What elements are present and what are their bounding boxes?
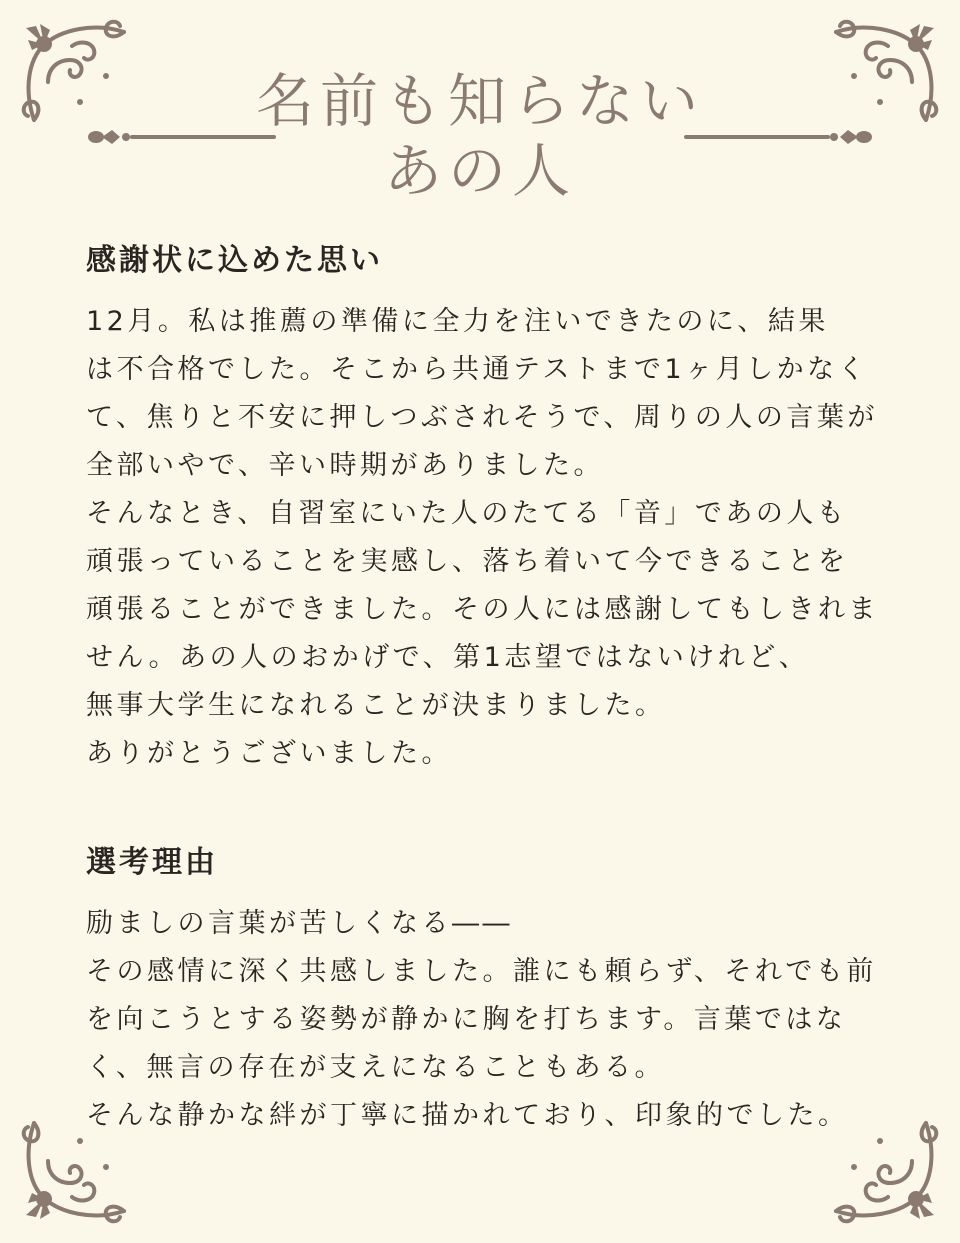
text-line: ありがとうございました。 <box>86 738 452 769</box>
text-line: せん。あの人のおかげで、第1志望ではないけれど、 <box>86 642 810 673</box>
text-line: そんな静かな絆が丁寧に描かれており、印象的でした。 <box>86 1100 849 1131</box>
page-title-line-2: あの人 <box>383 137 576 205</box>
text-line: 励ましの言葉が苦しくなる―― <box>86 908 513 939</box>
text-line: 頑張ることができました。その人には感謝してもしきれま <box>86 594 879 625</box>
text-line: 頑張っていることを実感し、落ち着いて今できることを <box>86 546 849 577</box>
section-selection-reason <box>86 838 886 1140</box>
text-line: は不合格でした。そこから共通テストまで1ヶ月しかなく <box>86 354 869 385</box>
text-line: 無事大学生になれることが決まりました。 <box>86 690 666 721</box>
text-line: て、焦りと不安に押しつぶされそうで、周りの人の言葉が <box>86 402 878 433</box>
section-gratitude <box>86 236 886 778</box>
text-line: を向こうとする姿勢が静かに胸を打ちます。言葉ではな <box>86 1004 847 1035</box>
letter-content <box>86 236 886 1140</box>
text-line: く、無言の存在が支えになることもある。 <box>86 1052 665 1083</box>
text-line: 12月。私は推薦の準備に全力を注いできたのに、結果 <box>86 306 829 337</box>
title-block <box>0 62 960 212</box>
text-line: そんなとき、自習室にいた人のたてる「音」であの人も <box>86 498 848 529</box>
text-line: その感情に深く共感しました。誰にも頼らず、それでも前 <box>86 956 877 987</box>
section-heading: 感謝状に込めた思い <box>86 243 383 278</box>
section-heading: 選考理由 <box>86 845 218 880</box>
text-line: 全部いやで、辛い時期がありました。 <box>86 450 604 481</box>
page-title-line-1: 名前も知らない <box>255 67 704 135</box>
